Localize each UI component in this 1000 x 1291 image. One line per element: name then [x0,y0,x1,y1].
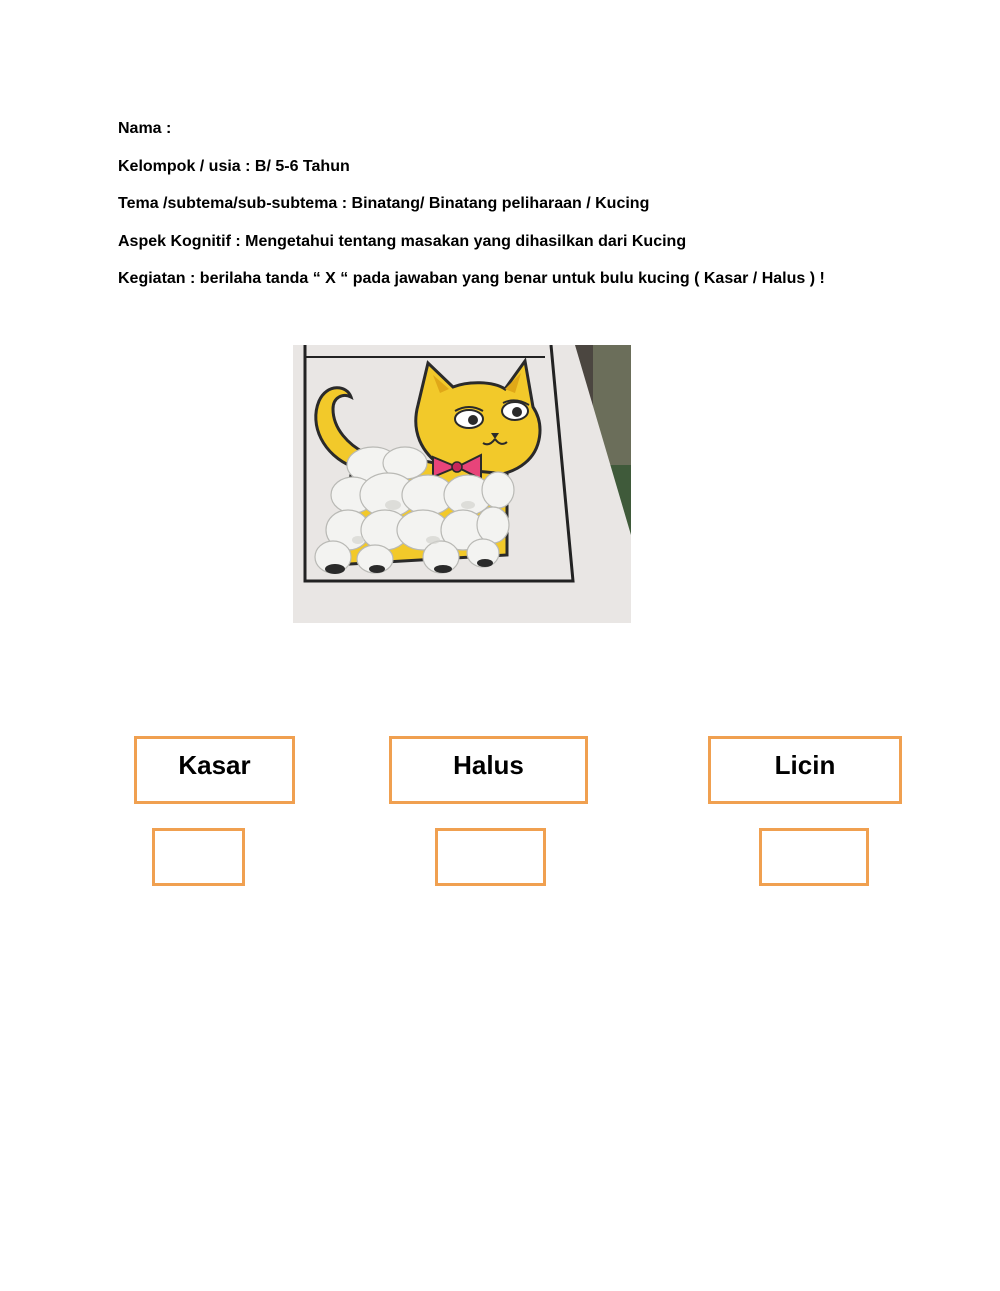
cat-cotton-craft-photo [293,345,631,623]
option-kasar-label [134,736,295,804]
group-age-line: Kelompok / usia : B/ 5-6 Tahun [118,157,350,175]
option-licin-label [708,736,902,804]
theme-line: Tema /subtema/sub-subtema : Binatang/ Binatang peliharaan / Kucing [118,195,650,212]
option-halus-label [389,736,588,804]
option-kasar-text: Kasar [178,750,251,780]
cognitive-aspect-line: Aspek Kognitif : Mengetahui tentang masakan yang dihasilkan dari Kucing [118,232,687,250]
activity-instruction-line: Kegiatan : berilaha tanda “ X “ pada jawaban yang benar untuk bulu kucing ( Kasar / Halus ) ! [118,270,825,287]
cat-illustration [293,345,631,623]
answer-box-halus[interactable] [435,828,546,886]
answer-box-kasar[interactable] [152,828,245,886]
name-line: Nama : [118,120,172,137]
answer-box-licin[interactable] [759,828,869,886]
option-halus-text: Halus [453,750,524,780]
option-licin-text: Licin [774,750,836,780]
worksheet-header [118,118,958,306]
